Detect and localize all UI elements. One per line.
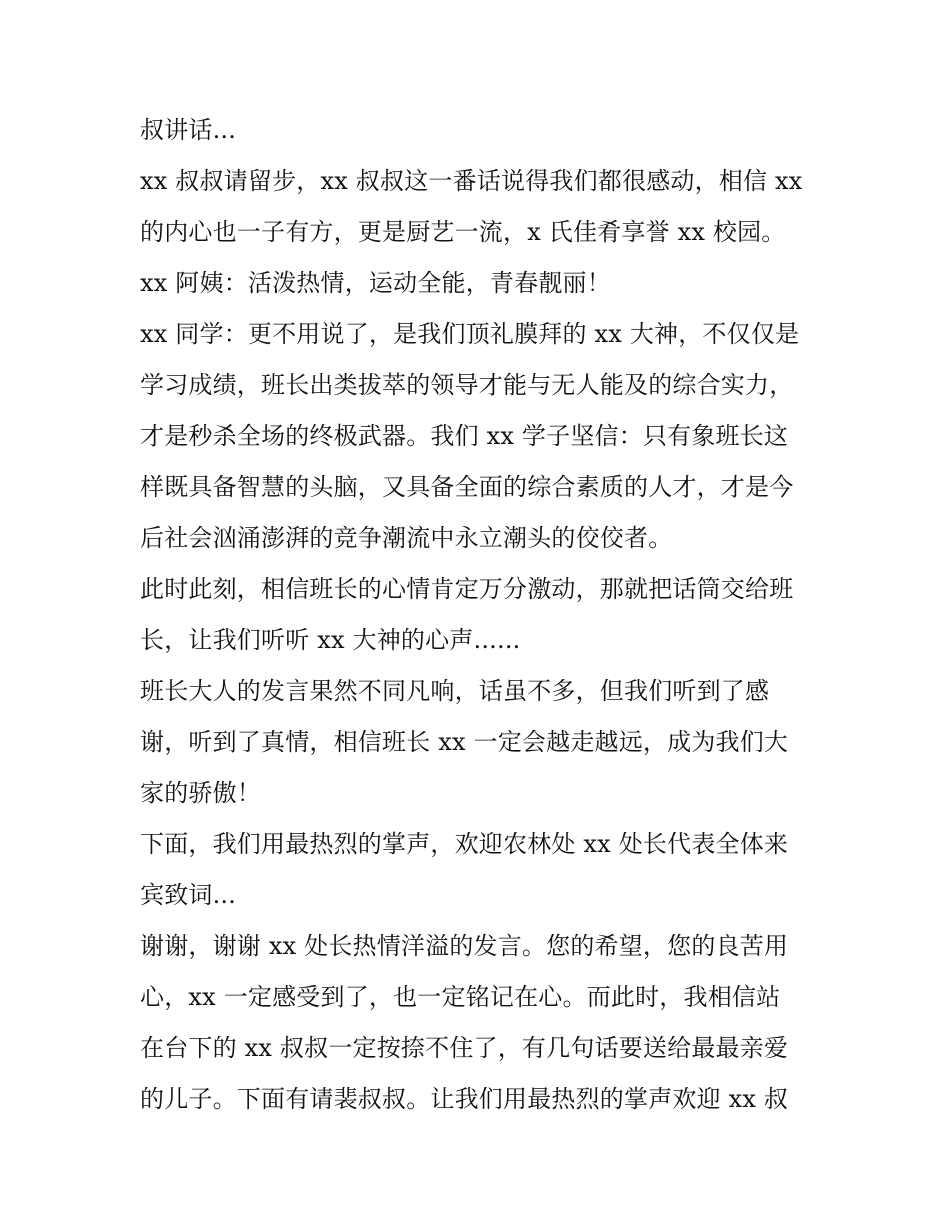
text-line: 谢谢，谢谢 xx 处长热情洋溢的发言。您的希望，您的良苦用: [140, 932, 789, 960]
text-line: 班长大人的发言果然不同凡响，话虽不多，但我们听到了感: [140, 677, 770, 705]
text-line: xx 叔叔请留步，xx 叔叔这一番话说得我们都很感动，相信 xx: [140, 167, 803, 195]
text-line: 宾致词...: [140, 881, 237, 909]
text-line: 在台下的 xx 叔叔一定按捺不住了，有几句话要送给最最亲爱: [140, 1034, 789, 1062]
document-body: [140, 105, 820, 1125]
text-line: 样既具备智慧的头脑，又具备全面的综合素质的人才，才是今: [140, 473, 794, 501]
text-line: 此时此刻，相信班长的心情肯定万分激动，那就把话筒交给班: [140, 575, 794, 603]
text-line: 下面，我们用最热烈的掌声，欢迎农林处 xx 处长代表全体来: [140, 830, 789, 858]
text-line: 心，xx 一定感受到了，也一定铭记在心。而此时，我相信站: [140, 983, 781, 1011]
text-line: 家的骄傲！: [140, 779, 261, 807]
text-line: 长，让我们听听 xx 大神的心声......: [140, 626, 521, 654]
text-line: 谢，听到了真情，相信班长 xx 一定会越走越远，成为我们大: [140, 728, 789, 756]
text-line: 的儿子。下面有请裴叔叔。让我们用最热烈的掌声欢迎 xx 叔: [140, 1085, 789, 1113]
text-line: 叔讲话...: [140, 116, 237, 144]
text-line: xx 阿姨：活泼热情，运动全能，青春靓丽！: [140, 269, 611, 297]
text-line: xx 同学：更不用说了，是我们顶礼膜拜的 xx 大神，不仅仅是: [140, 320, 800, 348]
text-line: 的内心也一子有方，更是厨艺一流，x 氏佳肴享誉 xx 校园。: [140, 218, 786, 246]
text-line: 后社会汹涌澎湃的竞争潮流中永立潮头的佼佼者。: [140, 524, 673, 552]
text-line: 才是秒杀全场的终极武器。我们 xx 学子坚信：只有象班长这: [140, 422, 789, 450]
text-line: 学习成绩，班长出类拔萃的领导才能与无人能及的综合实力，: [140, 371, 794, 399]
